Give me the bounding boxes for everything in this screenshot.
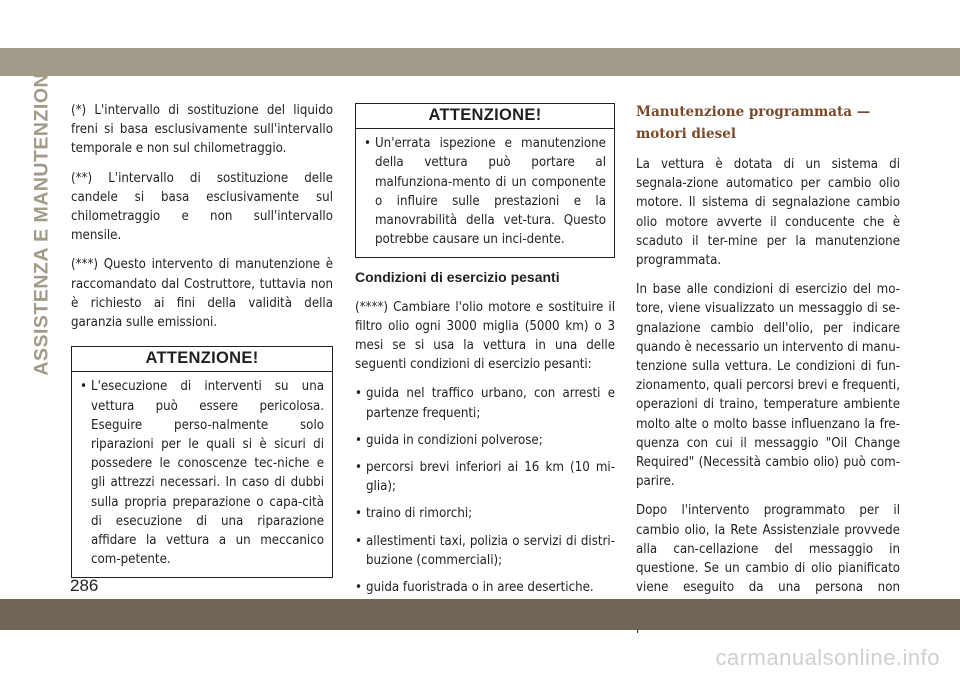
bullet-icon: • [355, 533, 362, 549]
list-item-text: guida in condizioni polverose; [366, 432, 543, 448]
list-item [355, 532, 615, 570]
warning-title: ATTENZIONE! [72, 347, 332, 372]
list-item-text: guida fuoristrada o in aree desertiche. [366, 580, 594, 596]
page-number: 286 [70, 576, 99, 595]
bullet-icon: • [364, 136, 371, 152]
warning-title: ATTENZIONE! [356, 104, 614, 129]
list-item-text: percorsi brevi inferiori ai 16 km (10 mi-glia); [366, 460, 615, 495]
warning-box-repairs [71, 346, 333, 578]
footnote-warranty: (***) Questo intervento di manutenzione è raccomandato dal Costruttore, tuttavia non è richiesto ai fini della validità della garanzia sulle emissioni. [71, 257, 333, 331]
heavy-conditions-heading: Condizioni di esercizio pesanti [355, 269, 560, 286]
section-side-title [22, 58, 62, 376]
maintenance-paragraph-2: In base alle condizioni di esercizio del mo-tore, viene visualizzato un messaggio di se-gnalazione cambio dell'olio, per indicare quando è necessario un intervento di manu-tenzione sulla vettura. Le condizioni di fun-zionamento, quali percorsi brevi e frequenti, operazioni di traino, temperature ambiente molto alte o molto basse influenzano la fre-quenza con cui il messaggio "Oil Change Required" (Necessità cambio olio) può com-parire. [636, 282, 900, 490]
list-item-text: traino di rimorchi; [366, 506, 473, 522]
watermark: carmanualsonline.info [715, 645, 940, 670]
warning-bullet [364, 134, 606, 249]
bullet-icon: • [355, 432, 362, 448]
warning-body [72, 372, 332, 577]
column-middle [355, 103, 615, 605]
bullet-icon: • [80, 379, 87, 395]
warning-bullet [80, 377, 324, 569]
column-left [71, 101, 333, 588]
heavy-conditions-intro: (****) Cambiare l'olio motore e sostituire il filtro olio ogni 3000 miglia (5000 km) o 3 mesi se si usa la vettura in una delle seguenti condizioni di esercizio pesanti: [355, 299, 615, 373]
list-item [355, 431, 615, 450]
warning-box-inspection [355, 103, 615, 258]
bullet-icon: • [355, 386, 362, 402]
maintenance-paragraph-3: Dopo l'intervento programmato per il cambio olio, la Rete Assistenziale provvede alla can-cellazione del messaggio in questione. Se un cambio di olio pianificato viene eseguito da una persona non [636, 503, 900, 596]
header-band [0, 48, 960, 76]
warning-text: L'esecuzione di interventi su una vettura può essere pericolosa. Eseguire perso-nalmente solo riparazioni per le quali si è sicuri di possedere le conoscenze tec-niche e gli attrezzi necessari. In caso di dubbi sulla propria preparazione o capa-cità di esecuzione di una riparazione affidare la vettura a un meccanico com-petente. [91, 379, 324, 568]
footnote-spark-plugs: (**) L'intervallo di sostituzione delle candele si basa esclusivamente sul chilometraggio e non sull'intervallo mensile. [71, 170, 333, 244]
warning-text: Un'errata ispezione e manutenzione della vettura può portare al malfunziona-mento di un componente o influire sulle prestazioni e la manovrabilità della vet-tura. Questo potrebbe causare un inci-dente. [375, 136, 606, 248]
warning-body [356, 129, 614, 257]
list-item-text: allestimenti taxi, polizia o servizi di distri-buzione (commerciali); [366, 533, 615, 568]
column-right [636, 101, 900, 646]
list-item [355, 458, 615, 496]
list-item-text: guida nel traffico urbano, con arresti e partenze frequenti; [366, 386, 615, 421]
list-item [355, 578, 615, 597]
list-item [355, 384, 615, 422]
section-side-title-text: ASSISTENZA E MANUTENZIONE [30, 58, 53, 376]
bullet-icon: • [355, 506, 362, 522]
scheduled-maintenance-heading: Manutenzione programmata — motori diesel [636, 104, 871, 142]
bullet-icon: • [355, 580, 362, 596]
bullet-icon: • [355, 460, 362, 476]
footer-band [0, 599, 960, 630]
maintenance-paragraph-1: La vettura è dotata di un sistema di segnala-zione automatico per cambio olio motore. Il sistema di segnalazione cambio olio motore avverte il conducente che è scaduto il ter-mine per la manutenzione programmata. [636, 157, 900, 269]
list-item [355, 504, 615, 523]
footnote-brake-fluid: (*) L'intervallo di sostituzione del liquido freni si basa esclusivamente sull'intervallo temporale e non sul chilometraggio. [71, 103, 333, 157]
